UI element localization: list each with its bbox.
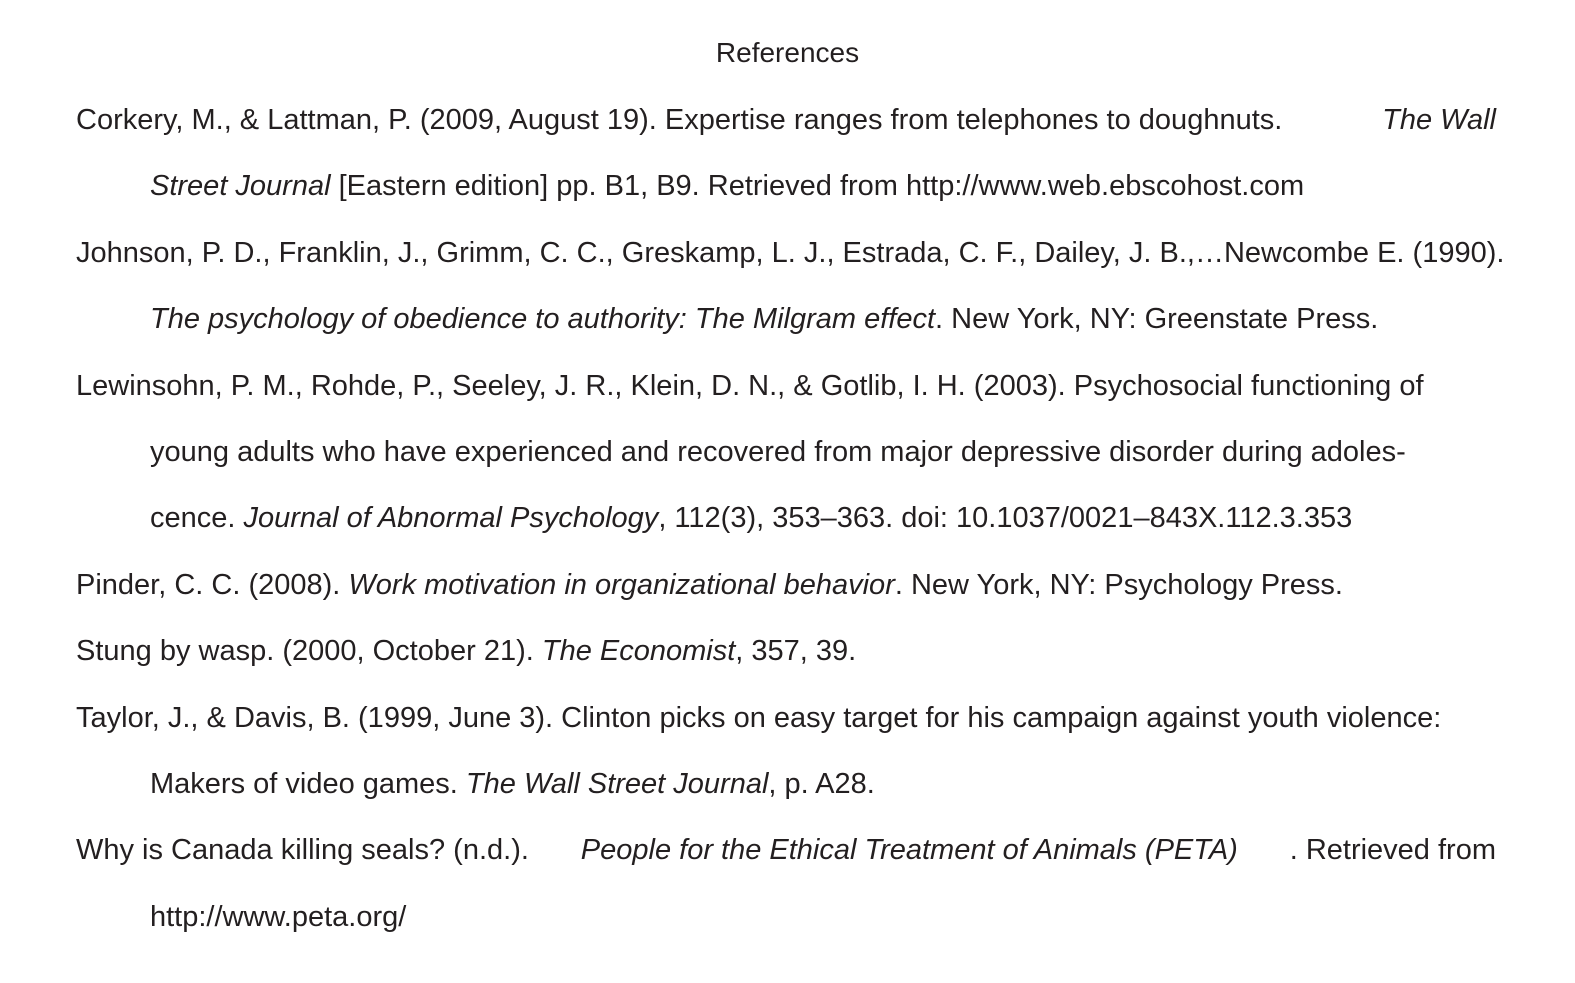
- ref-text: , 112(3), 353–363. doi: 10.1037/0021–843X.112.3.353: [658, 502, 1353, 535]
- reference-johnson-line-1: [76, 231, 1505, 297]
- reference-taylor-line-1: [76, 696, 1496, 762]
- ref-text: Johnson, P. D., Franklin, J., Grimm, C. C., Greskamp, L. J., Estrada, C. F., Dailey, J. B.,…Newcombe E. (1990).: [76, 236, 1505, 269]
- ref-journal-title: The Wall: [1382, 104, 1496, 136]
- ref-text: , 357, 39.: [735, 635, 857, 668]
- reference-corkery-line-2: [76, 164, 1496, 230]
- reference-lewinsohn-line-3: [76, 496, 1496, 562]
- reference-pinder-line-1: [76, 563, 1496, 629]
- reference-taylor-line-2: [76, 762, 1496, 828]
- ref-text: . New York, NY: Greenstate Press.: [935, 303, 1379, 336]
- ref-text: Lewinsohn, P. M., Rohde, P., Seeley, J. R., Klein, D. N., & Gotlib, I. H. (2003). Psychosocial functioning of: [76, 369, 1424, 402]
- reference-lewinsohn-line-2: [76, 430, 1496, 496]
- ref-text: Corkery, M., & Lattman, P. (2009, August 19). Expertise ranges from telephones to doughnuts.: [76, 104, 1283, 136]
- ref-text: Makers of video games.: [150, 767, 466, 800]
- reference-peta-line-1: [76, 828, 1496, 894]
- ref-text: young adults who have experienced and recovered from major depressive disorder during adoles-: [150, 435, 1406, 468]
- ref-text: . Retrieved from: [1289, 834, 1496, 867]
- reference-johnson-line-2: [76, 297, 1496, 363]
- reference-stung-line-1: [76, 629, 1496, 695]
- ref-site-title: People for the Ethical Treatment of Animals (PETA): [580, 834, 1238, 867]
- ref-text: [Eastern edition] pp. B1, B9. Retrieved from http://www.web.ebscohost.com: [330, 170, 1305, 203]
- reference-list: [76, 98, 1505, 961]
- ref-text: Pinder, C. C. (2008).: [76, 568, 349, 601]
- ref-text: Why is Canada killing seals? (n.d.).: [76, 834, 529, 867]
- references-heading: References: [715, 37, 860, 68]
- ref-text: , p. A28.: [768, 767, 875, 800]
- reference-peta-line-2: [76, 895, 1496, 961]
- ref-text: cence.: [150, 502, 244, 535]
- ref-journal-title: The Economist: [541, 635, 736, 668]
- ref-journal-title: Street Journal: [150, 170, 331, 203]
- ref-book-title: Work motivation in organizational behavior: [348, 568, 895, 601]
- reference-corkery-line-1: [76, 98, 1496, 164]
- ref-journal-title: Journal of Abnormal Psychology: [243, 502, 659, 535]
- ref-text: . New York, NY: Psychology Press.: [894, 568, 1343, 601]
- ref-text: Taylor, J., & Davis, B. (1999, June 3). Clinton picks on easy target for his campaign against youth violence:: [76, 701, 1442, 734]
- ref-book-title: The psychology of obedience to authority: The Milgram effect: [150, 303, 936, 336]
- ref-journal-title: The Wall Street Journal: [465, 767, 769, 800]
- ref-text: Stung by wasp. (2000, October 21).: [76, 635, 542, 668]
- reference-lewinsohn-line-1: [76, 364, 1496, 430]
- ref-url: http://www.peta.org/: [150, 900, 407, 933]
